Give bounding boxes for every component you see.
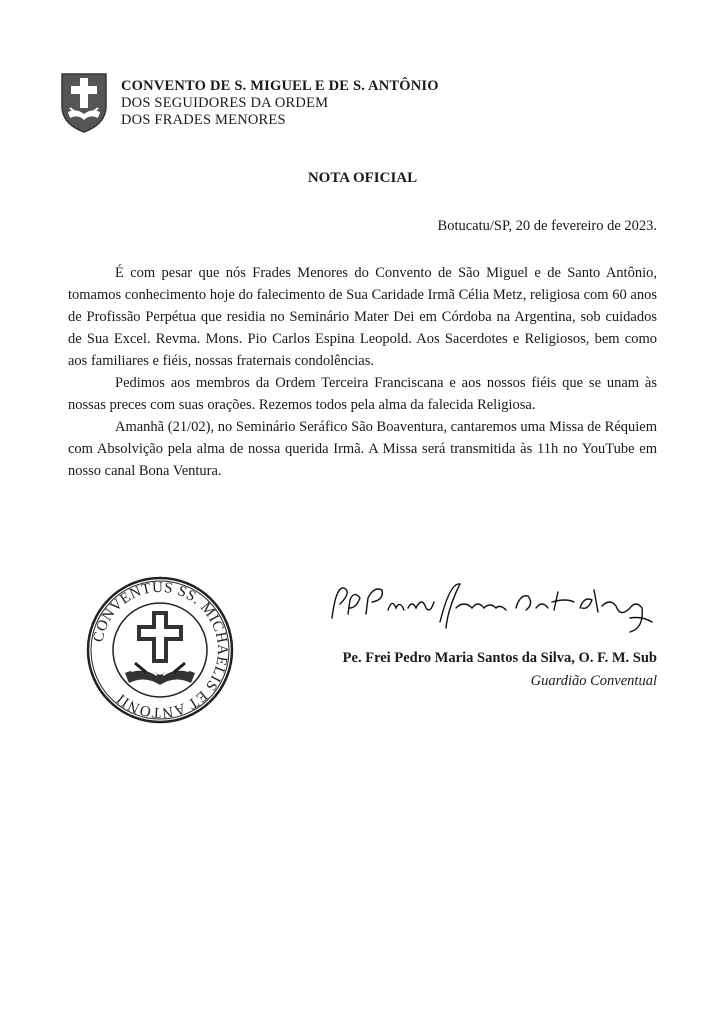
document-body (68, 262, 657, 482)
paragraph-2: Pedimos aos membros da Ordem Terceira Franciscana e aos nossos fiéis que se unam às nossas preces com suas orações. Rezemos todos pela alma da falecida Religiosa. (68, 375, 657, 413)
paragraph-1: É com pesar que nós Frades Menores do Convento de São Miguel e de Santo Antônio, tomamos conhecimento hoje do falecimento de Sua Caridade Irmã Célia Metz, religiosa com 60 anos de Profissão Perpétua que residia no Seminário Mater Dei em Córdoba na Argentina, sob cuidados de Sua Excel. Revma. Mons. Pio Carlos Espina Leopold. Aos Sacerdotes e Religiosos, bem como aos familiares e fiéis, nossas fraternais condolências. (68, 265, 657, 369)
letterhead-convent-name: CONVENTO DE S. MIGUEL E DE S. ANTÔNIO (121, 78, 439, 94)
handwritten-signature (330, 578, 660, 640)
paragraph-3: Amanhã (21/02), no Seminário Seráfico São Boaventura, cantaremos uma Missa de Réquiem com Absolvição pela alma de nossa querida Irmã. A Missa será transmitida às 11h no YouTube em nosso canal Bona Ventura. (68, 419, 657, 479)
letterhead (60, 72, 620, 142)
signatory-name: Pe. Frei Pedro Maria Santos da Silva, O. F. M. Sub (342, 650, 657, 666)
convent-seal-icon (85, 575, 235, 725)
signatory-role: Guardião Conventual (530, 673, 657, 689)
coat-of-arms-cross-icon (60, 72, 108, 134)
document-title: NOTA OFICIAL (307, 170, 418, 186)
signature-handwritten-text: P. Fr. Petrus Maria Santos da Silva (330, 578, 344, 579)
letterhead-text (121, 78, 439, 129)
letterhead-subtitle-1: DOS SEGUIDORES DA ORDEM (121, 95, 329, 111)
seal-inscription: CONVENTUS SS. MICHAELIS ET ANTONII (90, 579, 231, 721)
date-line: Botucatu/SP, 20 de fevereiro de 2023. (437, 218, 657, 234)
letterhead-subtitle-2: DOS FRADES MENORES (121, 112, 286, 128)
